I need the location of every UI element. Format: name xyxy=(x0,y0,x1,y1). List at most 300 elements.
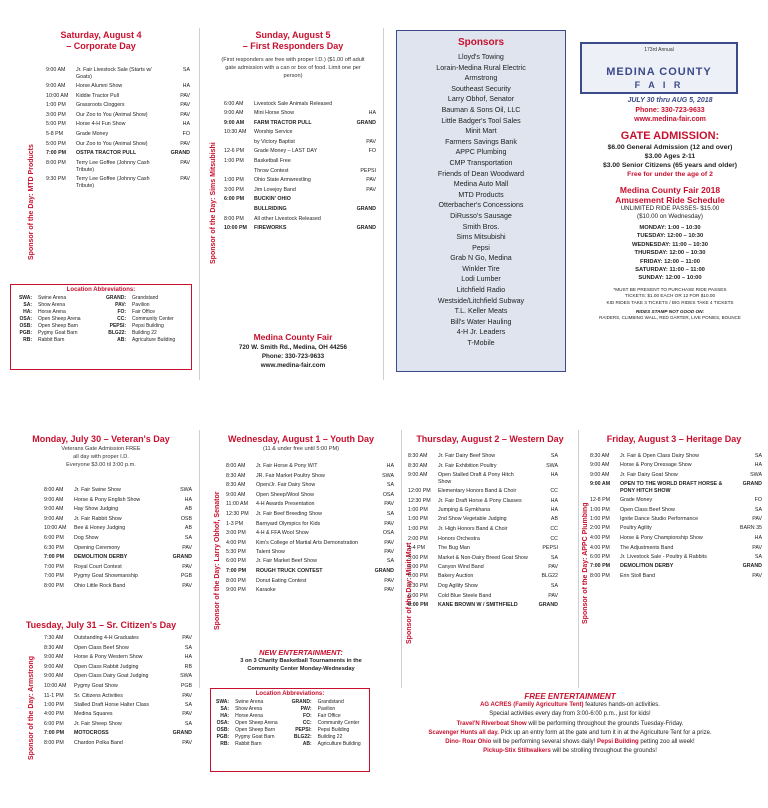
row-time: 1:00 PM xyxy=(408,516,428,523)
row-event: Throw Contest xyxy=(254,167,289,174)
abbr-code: OSB: xyxy=(216,727,230,733)
row-location: SA xyxy=(184,702,192,709)
abbr-place: Pygmy Goat Barn xyxy=(235,734,275,740)
schedule-row xyxy=(44,653,192,663)
row-event: Horse & Pony Dressage Show xyxy=(620,462,692,468)
free-ent-line-6: Pickup-Stix Stiltwalkers will be strolling throughout the grounds! xyxy=(483,748,657,755)
row-time: 9:00 AM xyxy=(46,67,66,73)
saturday-title: Saturday, August 4 xyxy=(60,30,142,40)
abbr-row xyxy=(211,699,369,706)
schedule-row xyxy=(44,515,192,525)
row-event: Talent Show xyxy=(256,548,285,555)
abbr-place: Open Sheep Barn xyxy=(38,323,79,329)
schedule-row xyxy=(408,544,558,554)
monday-note-1: Veterans Gate Admission FREE xyxy=(61,446,141,452)
schedule-row xyxy=(46,66,190,82)
schedule-row xyxy=(226,500,394,510)
ride-note-5: RAIDERS, CLIMBING WALL, RED GARTER, LIVE PONIES, BOUNCE xyxy=(599,315,741,321)
row-time: 6:00 PM xyxy=(224,196,245,203)
row-time: 1:00 PM xyxy=(46,102,66,109)
saturday-schedule xyxy=(46,66,190,191)
abbr-code: OSB: xyxy=(19,323,33,329)
row-location: SA xyxy=(550,453,558,459)
row-location: GRAND xyxy=(356,225,376,232)
schedule-row xyxy=(46,149,190,159)
row-event: Mini Horse Show xyxy=(254,110,295,116)
row-time: 7:00 PM xyxy=(46,150,67,157)
abbr-place: Open Sheep Barn xyxy=(235,727,276,733)
row-location: CC xyxy=(550,535,558,542)
sunday-subtitle: – First Responders Day xyxy=(242,41,344,51)
sponsor-item: Medina Auto Mall xyxy=(453,180,509,189)
row-location: OSB xyxy=(180,515,192,522)
row-event: Poultry Agility xyxy=(620,525,652,532)
sponsor-item: Farmers Savings Bank xyxy=(445,137,517,146)
row-event: Jim Lovejoy Band xyxy=(254,186,296,193)
row-event: Erin Stoll Band xyxy=(620,572,656,579)
abbr-code: SA: xyxy=(23,302,33,308)
row-time: 9:00 AM xyxy=(224,119,245,126)
sponsor-item: Friends of Dean Woodward xyxy=(437,169,525,178)
row-location: OSA xyxy=(382,491,394,498)
sponsors-list xyxy=(397,52,565,349)
row-time: 6:00 PM xyxy=(44,534,64,541)
row-event: Dog Show xyxy=(74,534,99,541)
sponsor-item: Winkler Tire xyxy=(462,264,500,273)
row-time: 7:00 PM xyxy=(44,563,64,570)
row-location: CC xyxy=(550,488,558,495)
abbr-row xyxy=(11,330,191,337)
row-time: 9:00 PM xyxy=(226,587,246,594)
row-event: MOTOCROSS xyxy=(74,730,109,737)
schedule-row xyxy=(224,109,376,119)
schedule-row xyxy=(44,572,192,582)
schedule-row xyxy=(224,205,376,215)
abbr-place: Building 22 xyxy=(132,330,157,336)
fair-name: Medina County Fair xyxy=(253,332,333,342)
schedule-row xyxy=(226,510,394,520)
row-event: Open Class Dairy Goat Judging xyxy=(74,673,149,680)
abbr-code: SWA: xyxy=(18,295,33,301)
gate-admission-title: GATE ADMISSION: xyxy=(620,130,720,142)
schedule-row xyxy=(224,147,376,157)
row-time: 6:00 AM xyxy=(224,101,244,107)
schedule-row xyxy=(408,592,558,602)
schedule-row xyxy=(590,534,762,544)
abbr-code: PEPSI: xyxy=(295,727,312,733)
row-event: Chardon Polka Band xyxy=(74,739,123,746)
abbr-code: AB: xyxy=(302,741,312,747)
schedule-row xyxy=(224,157,376,167)
row-event: Worship Service xyxy=(254,129,293,136)
abbr-place: Horse Arena xyxy=(235,713,263,719)
row-time: 7:00 PM xyxy=(44,554,65,561)
schedule-row xyxy=(46,92,190,102)
ride-pass-wed: ($10.00 on Wednesday) xyxy=(637,213,703,220)
row-location: PAV xyxy=(182,692,192,699)
logo-name: MEDINA COUNTY xyxy=(606,66,712,78)
free-ent-title: FREE ENTERTAINMENT xyxy=(524,692,616,701)
schedule-row xyxy=(590,480,762,496)
abbr-place: Pavilion xyxy=(132,302,150,308)
row-event: JR. Fair Market Poultry Show xyxy=(256,472,325,479)
row-time: 6:00 PM xyxy=(44,720,64,727)
abbr-code: CC: xyxy=(117,316,127,322)
sponsor-item: Sims Mitsubishi xyxy=(456,233,506,242)
row-event: BUCKIN' OHIO xyxy=(254,196,291,203)
row-location: PAV xyxy=(180,92,190,99)
schedule-row xyxy=(46,130,190,140)
row-location: BLG22 xyxy=(541,573,558,580)
row-event: Jr. Fair Beef Breeding Show xyxy=(256,510,322,517)
abbr-code: FO: xyxy=(303,713,312,719)
schedule-row xyxy=(44,663,192,673)
row-event: by Victory Baptist xyxy=(254,138,295,145)
row-location: PAV xyxy=(182,635,192,641)
row-event: Hay Show Judging xyxy=(74,506,119,513)
sponsor-item: 4-H Jr. Leaders xyxy=(456,328,506,337)
friday-sponsor: Sponsor of the Day: APPC Plumbing xyxy=(582,502,589,624)
row-location: PAV xyxy=(366,186,376,193)
sponsor-item: Bill's Water Hauling xyxy=(450,317,512,326)
row-time: 8:30 AM xyxy=(590,453,610,459)
row-location: PAV xyxy=(384,520,394,527)
row-event: Sr. Citizens Activities xyxy=(74,692,123,699)
row-location: SA xyxy=(550,582,558,589)
ride-title-2: Amusement Ride Schedule xyxy=(615,195,725,205)
row-time: 7:00 PM xyxy=(590,563,611,570)
row-location: HA xyxy=(550,472,558,479)
ride-title-1: Medina County Fair 2018 xyxy=(619,185,721,195)
row-event: Horse Alumni Show xyxy=(76,83,123,89)
row-location xyxy=(346,157,376,167)
schedule-row xyxy=(44,544,192,554)
fair-website[interactable]: www.medina-fair.com xyxy=(260,362,326,369)
schedule-row xyxy=(224,119,376,129)
row-time: 5:30 PM xyxy=(226,548,246,555)
row-time: 1-3 PM xyxy=(226,520,244,527)
row-time xyxy=(224,167,254,177)
row-event: FIREWORKS xyxy=(254,225,287,232)
abbr-place: Rabbit Barn xyxy=(235,741,262,747)
admission-general: $6.00 General Admission (12 and over) xyxy=(607,144,733,151)
abbr-place: Fair Office xyxy=(317,713,341,719)
row-event: Jr. Fair & Open Class Dairy Show xyxy=(620,453,699,459)
schedule-row xyxy=(224,176,376,186)
row-event: Karaoke xyxy=(256,587,276,594)
row-location: SA xyxy=(754,506,762,513)
sponsor-item: Otterbacher's Concessions xyxy=(438,201,524,210)
row-time: 6:00 PM xyxy=(408,573,428,580)
sponsor-item: Pepsi xyxy=(472,243,490,252)
schedule-row xyxy=(226,567,394,577)
row-event: OPEN TO THE WORLD DRAFT HORSE & PONY HITCH SHOW xyxy=(620,481,723,495)
row-location: FO xyxy=(182,130,190,137)
sponsors-box xyxy=(396,30,566,372)
row-event: Pygmy Goat Showmanship xyxy=(74,573,138,580)
row-location: PAV xyxy=(384,577,394,584)
abbr-place: Swine Arena xyxy=(38,295,67,301)
row-time: 9:00 AM xyxy=(44,673,64,680)
schedule-row xyxy=(46,111,190,121)
sponsor-item: Southeast Security xyxy=(451,84,511,93)
tuesday-panel xyxy=(8,620,194,800)
row-time: 1:00 PM xyxy=(44,702,64,709)
location-abbreviations-1 xyxy=(10,284,192,370)
ride-times xyxy=(572,224,768,283)
schedule-row xyxy=(590,515,762,524)
thursday-panel xyxy=(404,434,576,696)
abbr-row xyxy=(11,337,191,344)
abbr-place: Show Arena xyxy=(235,706,263,712)
row-location: PEPSI xyxy=(542,545,558,552)
row-location: PAV xyxy=(180,159,190,166)
wednesday-panel xyxy=(204,434,398,696)
row-location: PAV xyxy=(384,539,394,546)
schedule-row xyxy=(44,496,192,506)
schedule-row xyxy=(226,520,394,530)
row-location: SA xyxy=(184,720,192,727)
sponsor-item: Larry Obhof, Senator xyxy=(447,95,515,104)
sunday-sponsor: Sponsor of the Day: Sims Mitsubishi xyxy=(210,142,217,264)
row-event: Market & Non-Dairy Breed Goat Show xyxy=(438,554,528,561)
row-time: 10:00 PM xyxy=(224,225,247,232)
abbr-place: Grandstand xyxy=(317,699,344,705)
ride-note-1: *MUST BE PRESENT TO PURCHASE RIDE PASSES xyxy=(613,286,727,292)
row-location: HA xyxy=(182,121,190,128)
row-location: PAV xyxy=(182,563,192,570)
schedule-row xyxy=(44,582,192,592)
new-ent-title: NEW ENTERTAINMENT: xyxy=(259,648,343,657)
schedule-row xyxy=(44,563,192,573)
row-event: Jr. High Honors Band & Choir xyxy=(438,525,508,532)
schedule-row xyxy=(226,462,394,472)
schedule-row xyxy=(44,692,192,702)
row-time: 1:00 PM xyxy=(408,506,428,513)
row-location: PAV xyxy=(182,544,192,551)
schedule-row xyxy=(44,710,192,720)
fair-dates: JULY 30 thru AUG 5, 2018 xyxy=(627,97,713,104)
row-event: Jr. Fair Horse & Pony W/T xyxy=(256,463,318,469)
row-event: Grade Money – LAST DAY xyxy=(254,148,318,155)
admission-kids: $3.00 Ages 2-11 xyxy=(644,153,696,160)
sponsor-item: Smith Bros. xyxy=(462,222,500,231)
row-event: ROUGH TRUCK CONTEST xyxy=(256,567,323,574)
row-time: 8:30 AM xyxy=(44,644,64,651)
row-time: 9:00 AM xyxy=(590,471,610,478)
row-time: 8:30 AM xyxy=(408,453,428,459)
row-event: Kiddie Tractor Pull xyxy=(76,92,119,99)
abbr-code: PAV: xyxy=(115,302,127,308)
abbr-place: Rabbit Barn xyxy=(38,337,65,343)
row-location: SA xyxy=(550,554,558,561)
row-time: 9:00 AM xyxy=(590,481,611,488)
free-ent-line-5: Dino- Roar Ohio will be performing several shows daily! Pepsi Building petting zoo all week! xyxy=(445,739,695,746)
monday-schedule xyxy=(44,486,192,592)
row-time: 8:00 PM xyxy=(408,602,429,609)
ag-acres: AG ACRES (Family Agriculture Tent) xyxy=(480,702,584,708)
row-time: 10:30 AM xyxy=(224,129,247,136)
tuesday-sponsor: Sponsor of the Day: Armstrong xyxy=(28,656,35,760)
ride-time: SATURDAY: 11:00 – 11:00 xyxy=(635,267,705,274)
abbr-place: Fair Office xyxy=(132,309,156,315)
row-event: Open/Jr. Fair Dairy Show xyxy=(256,482,316,489)
row-time: 4:00 PM xyxy=(590,544,610,551)
free-ent-line-4: Scavenger Hunts all day. Pick up an entry form at the gate and turn it in at the Agriculture Tent for a prize. xyxy=(428,729,712,736)
row-location: PAV xyxy=(180,175,190,182)
sponsor-item: MTD Products xyxy=(458,190,504,199)
row-event: Medina Squares xyxy=(74,711,113,718)
row-time: 1:00 PM xyxy=(590,506,610,513)
row-location xyxy=(346,215,376,225)
row-event: Royal Court Contest xyxy=(74,563,122,570)
abbr-code: SWA: xyxy=(216,699,230,705)
row-time: 7:00 PM xyxy=(44,573,64,580)
row-time: 8:00 PM xyxy=(226,577,246,584)
abbr-place: Pepsi Building xyxy=(317,727,350,733)
row-location: PAV xyxy=(180,102,190,109)
row-event: Bakery Auction xyxy=(438,573,474,580)
abbr-place: Show Arena xyxy=(38,302,65,308)
schedule-row xyxy=(46,175,190,191)
row-location: SA xyxy=(386,510,394,517)
info-phone: Phone: 330-723-9633 xyxy=(635,107,705,114)
row-event: The Bug Man xyxy=(438,545,470,552)
row-time: 4:00 PM xyxy=(590,534,610,541)
row-time: 8:00 AM xyxy=(226,463,246,469)
row-event: Jr. Fair Draft Horse & Pony Classes xyxy=(438,497,522,504)
row-time: 5:00 PM xyxy=(46,121,66,128)
sponsor-item: Litchfield Radio xyxy=(456,286,506,295)
info-website[interactable]: www.medina-fair.com xyxy=(634,116,706,123)
row-event: Jr. Fair Swine Show xyxy=(74,487,121,493)
thursday-schedule xyxy=(408,452,558,611)
abbr-place: Agriculture Building xyxy=(132,337,176,343)
row-time: 8:30 AM xyxy=(226,482,246,489)
row-event: Open Sheep/Wool Show xyxy=(256,491,314,498)
row-time: 2:00 PM xyxy=(590,525,610,532)
row-event: Jr. Fair Dairy Beef Show xyxy=(438,453,496,459)
row-time: 5:00 PM xyxy=(46,140,66,147)
abbr-row xyxy=(11,295,191,302)
wednesday-schedule xyxy=(226,462,394,596)
ride-time: FRIDAY: 12:00 – 11:00 xyxy=(640,258,700,265)
row-location: SA xyxy=(754,453,762,459)
schedule-row xyxy=(44,682,192,692)
abbr-code: PGB: xyxy=(19,330,33,336)
row-event: Jr. Fair Market Beef Show xyxy=(256,558,317,565)
thursday-title: Thursday, August 2 – Western Day xyxy=(416,434,564,444)
row-event: Jr. Fair Exhibition Poultry xyxy=(438,462,497,469)
row-location xyxy=(346,195,376,205)
row-time: 8:00 PM xyxy=(44,582,64,589)
row-time: 4:00 PM xyxy=(44,711,64,718)
abbr-place: Pavilion xyxy=(317,706,336,712)
row-event: Jr. Fair Sheep Show xyxy=(74,720,122,727)
schedule-row xyxy=(226,539,394,548)
abbr-place: Agriculture Building xyxy=(317,741,361,747)
schedule-row xyxy=(44,553,192,563)
abbr-code: PEPSI: xyxy=(109,323,127,329)
row-time: 10:00 AM xyxy=(44,682,67,689)
ride-time: SUNDAY: 12:00 – 10:00 xyxy=(638,275,702,282)
row-time: 1:00 PM xyxy=(590,516,610,523)
row-event: Kim's College of Martial Arts Demonstration xyxy=(256,539,358,546)
tuesday-schedule xyxy=(44,634,192,749)
abbr-code: AB: xyxy=(117,337,127,343)
row-location: SA xyxy=(184,534,192,541)
row-time: 8:00 PM xyxy=(590,572,610,579)
row-time: 9:00 AM xyxy=(44,496,64,503)
abbr-place: Community Center xyxy=(132,316,174,322)
sponsor-item: Armstrong xyxy=(464,74,498,83)
row-time: 3:00 PM xyxy=(224,186,244,193)
schedule-row xyxy=(224,138,376,148)
logo-annual: 173rd Annual xyxy=(644,47,674,53)
row-location: PAV xyxy=(384,587,394,594)
abbr-place: Grandstand xyxy=(132,295,159,301)
free-ent-line-1: AG ACRES (Family Agriculture Tent) features hands-on activities. xyxy=(480,702,660,708)
row-location: PAV xyxy=(366,138,376,145)
abbr-code: RB: xyxy=(23,337,33,343)
abbr-place: Open Sheep Arena xyxy=(38,316,81,322)
wednesday-note: (11 & under free until 5:00 PM) xyxy=(262,446,340,452)
abbr-place: Swine Arena xyxy=(235,699,264,705)
row-location: GRAND xyxy=(742,481,762,488)
schedule-row xyxy=(408,462,558,472)
admission-seniors: $3.00 Senior Citizens (65 years and older) xyxy=(602,162,738,169)
abbr-code: GRAND: xyxy=(291,699,312,705)
schedule-row xyxy=(44,505,192,515)
abbr-code: RB: xyxy=(220,741,230,747)
fair-contact xyxy=(204,332,382,370)
row-time: 9:00 AM xyxy=(44,506,64,513)
row-location: SA xyxy=(386,558,394,565)
row-event: Horse & Pony Championship Show xyxy=(620,534,703,541)
schedule-row xyxy=(408,506,558,516)
location-abbreviations-2 xyxy=(210,688,370,772)
row-time: 6:30 PM xyxy=(44,544,64,551)
abbr-place: Pepsi Building xyxy=(132,323,164,329)
row-event: Grade Money xyxy=(620,497,653,504)
abbr-row xyxy=(211,720,369,727)
wednesday-sponsor: Sponsor of the Day: Larry Obhof, Senator xyxy=(214,491,221,630)
schedule-row xyxy=(44,486,192,496)
row-location: PAV xyxy=(182,739,192,746)
row-location: PAV xyxy=(384,548,394,555)
row-event: Jumping & Gymkhana xyxy=(438,506,491,513)
abbr-code: HA: xyxy=(220,713,230,719)
sponsor-item: CMP Transportation xyxy=(449,158,513,167)
abbr-table xyxy=(11,295,191,344)
monday-note-2: all day with proper I.D. xyxy=(73,454,129,460)
schedule-row xyxy=(224,100,376,109)
schedule-row xyxy=(408,601,558,611)
row-event: All other Livestock Released xyxy=(254,215,321,222)
row-location: PAV xyxy=(752,572,762,579)
abbr-place: Horse Arena xyxy=(38,309,66,315)
ride-note-4: RIDES STAMP NOT GOOD ON: xyxy=(635,309,705,315)
row-time: 1:00 PM xyxy=(224,157,244,164)
wednesday-title: Wednesday, August 1 – Youth Day xyxy=(227,434,375,444)
sponsor-item: Little Badger's Tool Sales xyxy=(441,116,521,125)
friday-schedule xyxy=(590,452,762,581)
schedule-row xyxy=(44,524,192,534)
row-location: BARN 35 xyxy=(739,525,762,532)
row-location: OSA xyxy=(382,530,394,537)
row-time: 4:00 PM xyxy=(226,539,246,546)
sunday-schedule xyxy=(224,100,376,234)
